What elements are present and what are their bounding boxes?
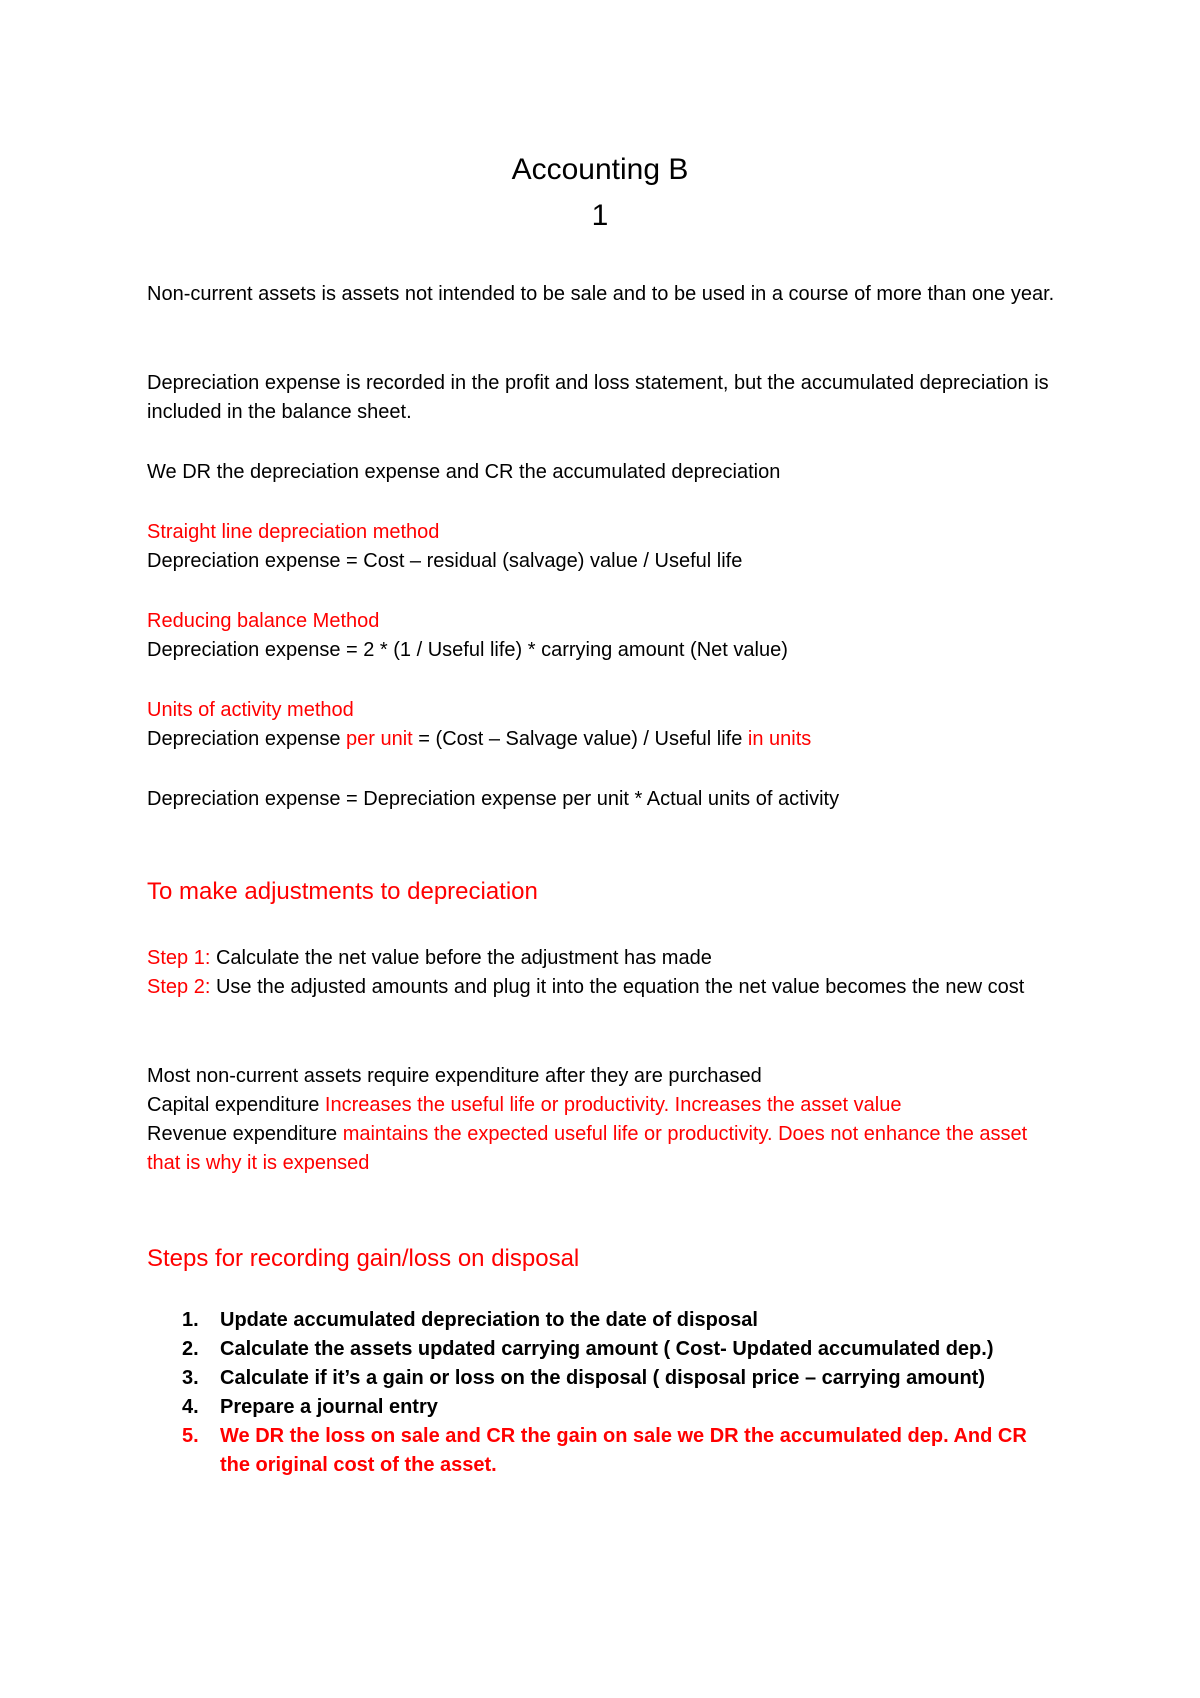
step-2-text: Use the adjusted amounts and plug it into the equation the net value becomes the new cost [210, 976, 1025, 998]
list-item [147, 1422, 1057, 1480]
revenue-label: Revenue expenditure [147, 1123, 343, 1145]
list-item-number: 1. [182, 1309, 199, 1331]
revenue-text: maintains the expected useful life or productivity. Does not enhance the asset that is why it is expensed [147, 1123, 1028, 1174]
units-activity-formula [147, 725, 1057, 754]
capital-label: Capital expenditure [147, 1094, 325, 1116]
list-item-number: 3. [182, 1367, 199, 1389]
capital-expenditure [147, 1091, 1057, 1120]
capital-text: Increases the useful life or productivity. Increases the asset value [324, 1094, 902, 1116]
reducing-balance-heading: Reducing balance Method [147, 610, 380, 632]
list-item-number: 4. [182, 1396, 199, 1418]
dr-cr-statement: We DR the depreciation expense and CR the accumulated depreciation [147, 461, 781, 483]
units-activity-formula-2: Depreciation expense = Depreciation expense per unit * Actual units of activity [147, 788, 840, 810]
expenditure-intro: Most non-current assets require expenditure after they are purchased [147, 1065, 762, 1087]
disposal-steps-list [147, 1306, 1057, 1480]
units-activity-heading: Units of activity method [147, 699, 354, 721]
list-item [147, 1335, 1057, 1364]
adjustments-heading: To make adjustments to depreciation [147, 878, 538, 905]
list-item [147, 1364, 1057, 1393]
step-1-label: Step 1: [147, 947, 211, 969]
units-formula-part3: = (Cost – Salvage value) / Useful life [412, 728, 748, 750]
list-item [147, 1306, 1057, 1335]
straight-line-formula: Depreciation expense = Cost – residual (salvage) value / Useful life [147, 550, 743, 572]
document-title: Accounting B [511, 153, 689, 186]
depreciation-statement: Depreciation expense is recorded in the profit and loss statement, but the accumulated depreciation is included in the balance sheet. [147, 372, 1049, 423]
reducing-balance-formula: Depreciation expense = 2 * (1 / Useful life) * carrying amount (Net value) [147, 639, 788, 661]
list-item-number: 2. [182, 1338, 199, 1360]
straight-line-heading: Straight line depreciation method [147, 521, 440, 543]
list-item-text: Calculate the assets updated carrying amount ( Cost- Updated accumulated dep.) [220, 1338, 994, 1360]
non-current-definition: Non-current assets is assets not intended to be sale and to be used in a course of more than one year. [147, 283, 1055, 305]
list-item-text: Update accumulated depreciation to the date of disposal [220, 1309, 758, 1331]
units-formula-part1: Depreciation expense [147, 728, 347, 750]
revenue-expenditure [147, 1120, 1057, 1178]
list-item-text: Calculate if it’s a gain or loss on the disposal ( disposal price – carrying amount) [220, 1367, 985, 1389]
list-item [147, 1393, 1057, 1422]
step-1-text: Calculate the net value before the adjustment has made [210, 947, 712, 969]
list-item-number: 5. [182, 1425, 199, 1447]
list-item-text: We DR the loss on sale and CR the gain on sale we DR the accumulated dep. And CR the original cost of the asset. [220, 1425, 1027, 1476]
step-2 [147, 973, 1057, 1002]
units-formula-per-unit: per unit [346, 728, 413, 750]
units-formula-in-units: in units [747, 728, 812, 750]
step-2-label: Step 2: [147, 976, 211, 998]
list-item-text: Prepare a journal entry [220, 1396, 438, 1418]
document-subtitle: 1 [591, 199, 609, 232]
disposal-heading: Steps for recording gain/loss on disposal [147, 1245, 580, 1272]
step-1 [147, 944, 1057, 973]
